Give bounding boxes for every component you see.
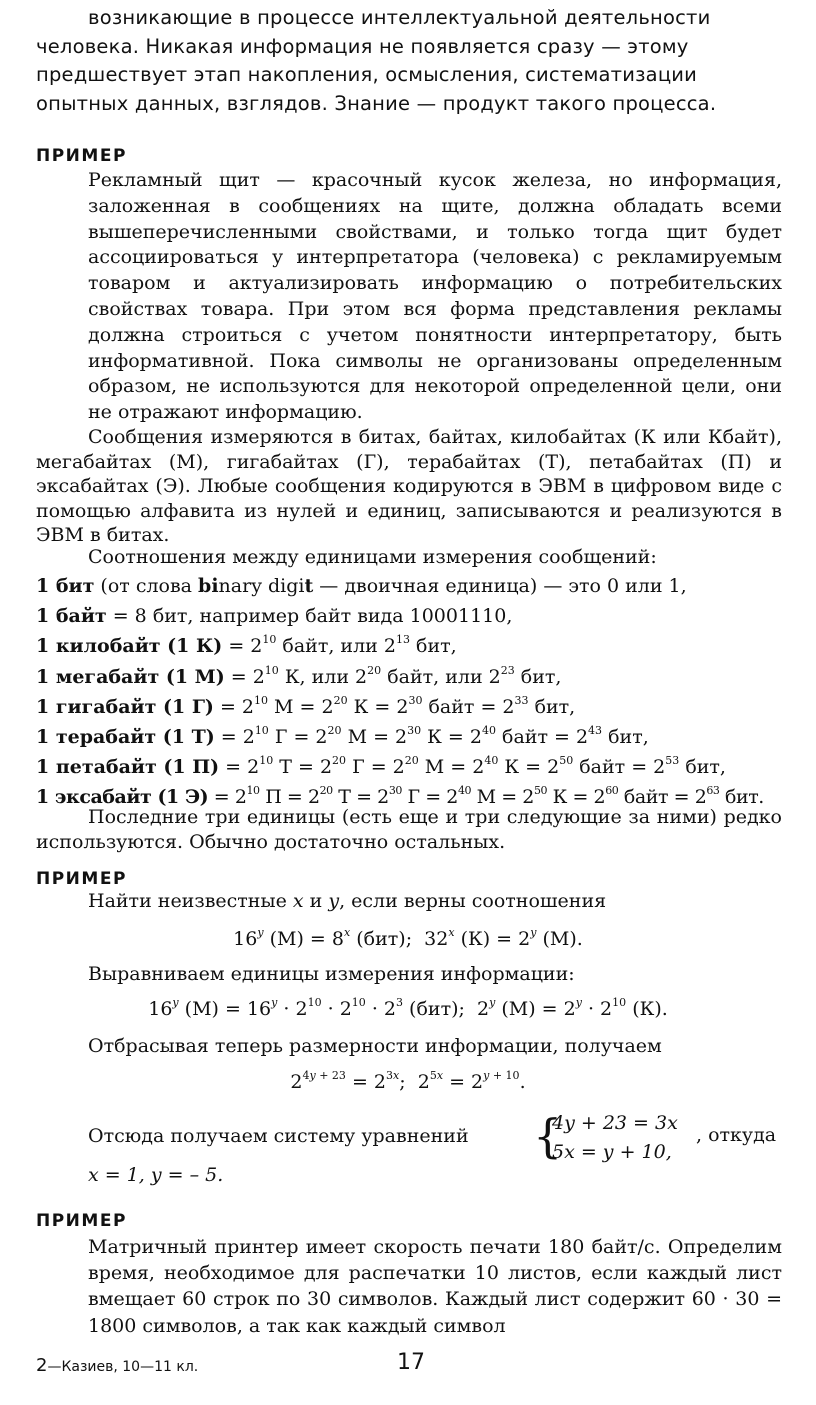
measures-paragraph: Сообщения измеряются в битах, байтах, килобайтах (К или Кбайт), мегабайтах (М), гигабайтах (Г), терабайтах (Т), петабайтах (П) и эксабайтах (Э). Любые сообщения кодируются в ЭВМ в цифровом виде с помощью алфавита из нулей и единиц, записываются и реализуются в ЭВМ в битах. bbox=[36, 426, 782, 546]
unit-row-terabyte: 1 терабайт (1 $Т) = 2^{10}$ $Г = 2^{20}$ $М = 2^{30}$ $К = 2^{40}$ байт = $2^{43}$ бит, bbox=[36, 723, 649, 748]
example-2-level-text: Выравниваем единицы измерения информации: bbox=[88, 963, 575, 985]
unit-row-kilobyte: 1 килобайт (1 $К) = 2^{10}$ байт, или $2^{13}$ бит, bbox=[36, 633, 457, 658]
unit-row-petabyte: 1 петабайт (1 $П) = 2^{10}$ $Т = 2^{20}$ $Г = 2^{20}$ $М = 2^{40}$ $К = 2^{50}$ байт = $2^{53}$ бит, bbox=[36, 754, 726, 779]
example-3-text: Матричный принтер имеет скорость печати 180 байт/с. Определим время, необходимое для распечатки 10 листов, если каждый лист вмещает 60 строк по 30 символов. Каждый лист содержит 60 · 30 = 1800 символов, а так как каждый символ bbox=[88, 1236, 782, 1337]
relations-title: Соотношения между единицами измерения сообщений: bbox=[88, 546, 657, 568]
example-2-drop-text: Отбрасывая теперь размерности информации, получаем bbox=[88, 1035, 662, 1057]
system-equation-2: 5x = y + 10, bbox=[552, 1141, 672, 1163]
unit-row-megabyte: 1 мегабайт (1 $М) = 2^{10}$ К, или $2^{20}$ байт, или $2^{23}$ бит, bbox=[36, 663, 562, 688]
signature-mark: 2—Казиев, 10—11 кл. bbox=[36, 1355, 199, 1376]
unit-relations-list bbox=[36, 571, 796, 813]
system-brace: { bbox=[533, 1109, 563, 1163]
formula-aligned-units: 16$^y$ $(М) = 16^y \cdot 2^{10} \cdot 2^{10} \cdot 2^3$ (бит); 2$^y$ $(М) = 2^y \cdot 2^{10}$ (К). bbox=[148, 996, 668, 1020]
example-2-solution: x = 1, y = – 5. bbox=[88, 1164, 224, 1186]
intro-line: возникающие в процессе интеллектуальной деятельности bbox=[88, 6, 711, 29]
unit-row-bit: 1 бит (от слова binary digit — двоичная единица) — это 0 или 1, bbox=[36, 575, 687, 597]
intro-line: предшествует этап накопления, осмысления, систематизации bbox=[36, 63, 698, 86]
intro-line: опытных данных, взглядов. Знание — продукт такого процесса. bbox=[36, 91, 717, 115]
unit-term: 1 мегабайт (1 М) bbox=[36, 665, 225, 688]
example-heading: ПРИМЕР bbox=[36, 869, 127, 889]
example-2-system-text: Отсюда получаем систему уравнений bbox=[88, 1125, 469, 1147]
example-2-task: Найти неизвестные x и y, если верны соотношения bbox=[88, 890, 607, 912]
unit-row-gigabyte: 1 гигабайт (1 $Г) = 2^{10}$ $М = 2^{20}$ $К = 2^{30}$ байт = $2^{33}$ бит, bbox=[36, 693, 576, 718]
unit-term: 1 терабайт (1 Т) bbox=[36, 725, 215, 748]
system-tail-text: , откуда bbox=[696, 1124, 777, 1146]
intro-line: человека. Никакая информация не появляется сразу — этому bbox=[36, 34, 689, 58]
system-equation-1: 4y + 23 = 3x bbox=[552, 1112, 678, 1134]
example-heading: ПРИМЕР bbox=[36, 1211, 127, 1231]
unit-term: 1 бит bbox=[36, 575, 95, 597]
unit-term: 1 гигабайт (1 Г) bbox=[36, 695, 214, 718]
example-1-text: Рекламный щит — красочный кусок железа, но информация, заложенная в сообщениях на щите, должна обладать всеми вышеперечисленными свойствами, и только тогда щит будет ассоциироваться у интерпретатора (человека) с рекламируемым товаром и актуализировать информацию о потребительских свойствах товара. При этом вся форма представления рекламы должна строиться с учетом понятности интерпретатору, быть информативной. Пока символы не организованы определенным образом, не используются для некоторой определенной цели, они не отражают информацию. bbox=[88, 169, 782, 424]
unit-term: 1 килобайт (1 К) bbox=[36, 635, 223, 658]
units-note-paragraph: Последние три единицы (есть еще и три следующие за ними) редко используются. Обычно достаточно остальных. bbox=[36, 806, 782, 853]
page-number: 17 bbox=[397, 1350, 425, 1375]
example-heading: ПРИМЕР bbox=[36, 146, 127, 166]
unit-term: 1 петабайт (1 П) bbox=[36, 756, 220, 779]
unit-term: 1 байт bbox=[36, 605, 107, 628]
unit-row-exabyte: 1 эксабайт (1 $Э) = 2^{10}$ $П = 2^{20}$ $Т = 2^{30}$ $Г = 2^{40}$ $М = 2^{50}$ $К = 2^{60}$ байт = $2^{63}$ бит. bbox=[36, 784, 764, 809]
unit-row-byte: 1 байт = 8 бит, например байт вида 10001110, bbox=[36, 605, 513, 628]
formula-given-relations: 16$^y$ $(М) = 8^x$ (бит); 32$^x$ $(К) = 2^y$ (М). bbox=[233, 926, 583, 950]
unit-term: 1 эксабайт (1 Э) bbox=[36, 786, 209, 809]
formula-exponents: $2^{4y + 23} = 2^{3x}$; $2^{5x} = 2^{y + 10}$. bbox=[290, 1069, 526, 1093]
intro-paragraph bbox=[36, 4, 780, 118]
